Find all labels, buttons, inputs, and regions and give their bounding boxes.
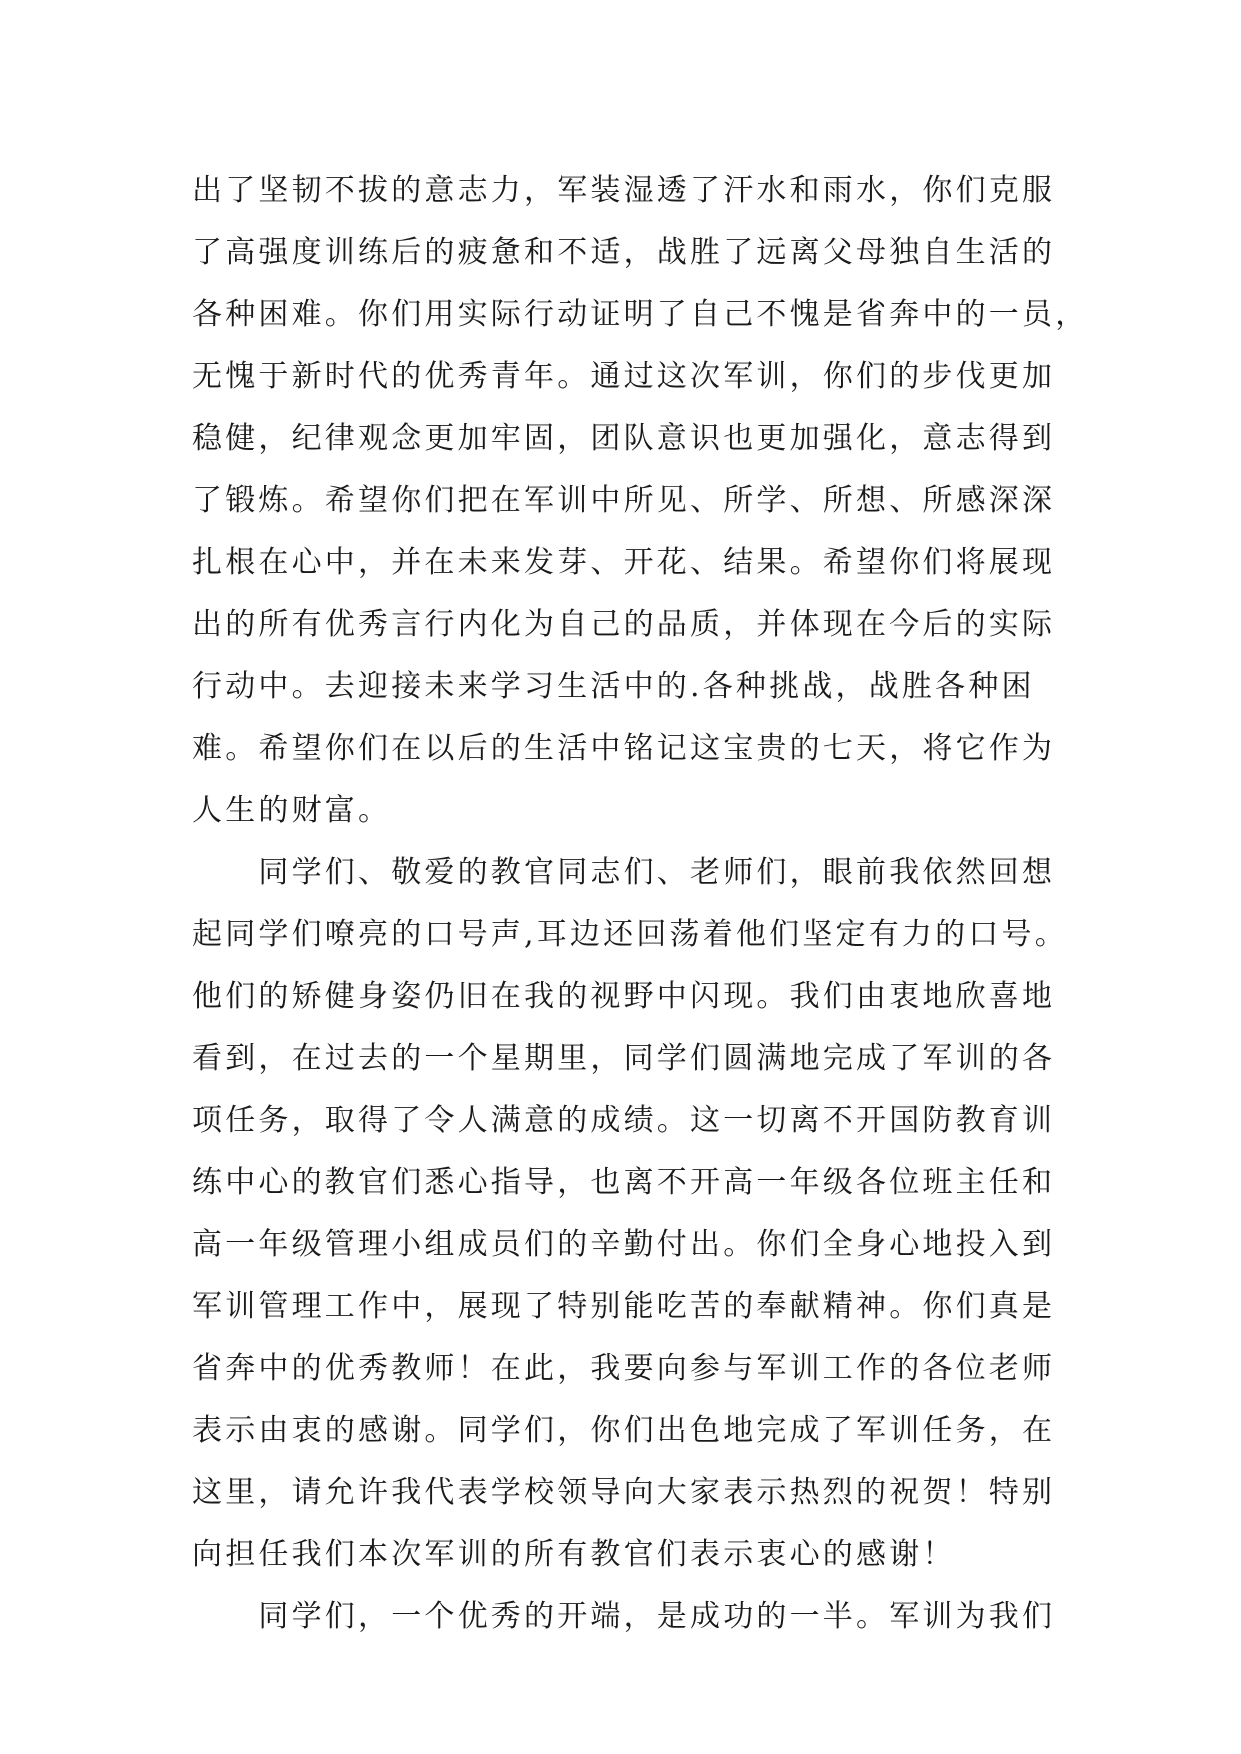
text-line: 稳健，纪律观念更加牢固，团队意识也更加强化，意志得到 xyxy=(192,421,1056,456)
text-line: 高一年级管理小组成员们的辛勤付出。你们全身心地投入到 xyxy=(192,1227,1056,1262)
text-line: 向担任我们本次军训的所有教官们表示衷心的感谢！ xyxy=(192,1537,956,1572)
text-line: 看到，在过去的一个星期里，同学们圆满地完成了军训的各 xyxy=(192,1041,1056,1076)
text-line: 了高强度训练后的疲惫和不适，战胜了远离父母独自生活的 xyxy=(192,235,1056,270)
text-line: 出的所有优秀言行内化为自己的品质，并体现在今后的实际 xyxy=(192,607,1056,642)
text-line: 了锻炼。希望你们把在军训中所见、所学、所想、所感深深 xyxy=(192,483,1056,518)
text-line: 练中心的教官们悉心指导，也离不开高一年级各位班主任和 xyxy=(192,1165,1056,1200)
text-line: 项任务，取得了令人满意的成绩。这一切离不开国防教育训 xyxy=(192,1103,1056,1138)
text-line: 表示由衷的感谢。同学们，你们出色地完成了军训任务，在 xyxy=(192,1413,1056,1448)
text-line: 行动中。去迎接未来学习生活中的.各种挑战，战胜各种困 xyxy=(192,669,1035,704)
text-line: 省奔中的优秀教师！在此，我要向参与军训工作的各位老师 xyxy=(192,1351,1056,1386)
document-body xyxy=(192,160,1089,1648)
text-line: 人生的财富。 xyxy=(192,793,392,828)
paragraph-start-line: 同学们，一个优秀的开端，是成功的一半。军训为我们 xyxy=(192,1599,1056,1634)
text-line: 难。希望你们在以后的生活中铭记这宝贵的七天，将它作为 xyxy=(192,731,1056,766)
text-line: 起同学们嘹亮的口号声,耳边还回荡着他们坚定有力的口号。 xyxy=(192,917,1068,952)
text-line: 这里，请允许我代表学校领导向大家表示热烈的祝贺！特别 xyxy=(192,1475,1056,1510)
text-line: 无愧于新时代的优秀青年。通过这次军训，你们的步伐更加 xyxy=(192,359,1056,394)
paragraph-start-line: 同学们、敬爱的教官同志们、老师们，眼前我依然回想 xyxy=(192,855,1056,890)
text-line: 各种困难。你们用实际行动证明了自己不愧是省奔中的一员， xyxy=(192,297,1089,332)
text-line: 军训管理工作中，展现了特别能吃苦的奉献精神。你们真是 xyxy=(192,1289,1056,1324)
text-line: 他们的矫健身姿仍旧在我的视野中闪现。我们由衷地欣喜地 xyxy=(192,979,1056,1014)
text-line: 出了坚韧不拔的意志力，军装湿透了汗水和雨水，你们克服 xyxy=(192,173,1056,208)
text-line: 扎根在心中，并在未来发芽、开花、结果。希望你们将展现 xyxy=(192,545,1056,580)
